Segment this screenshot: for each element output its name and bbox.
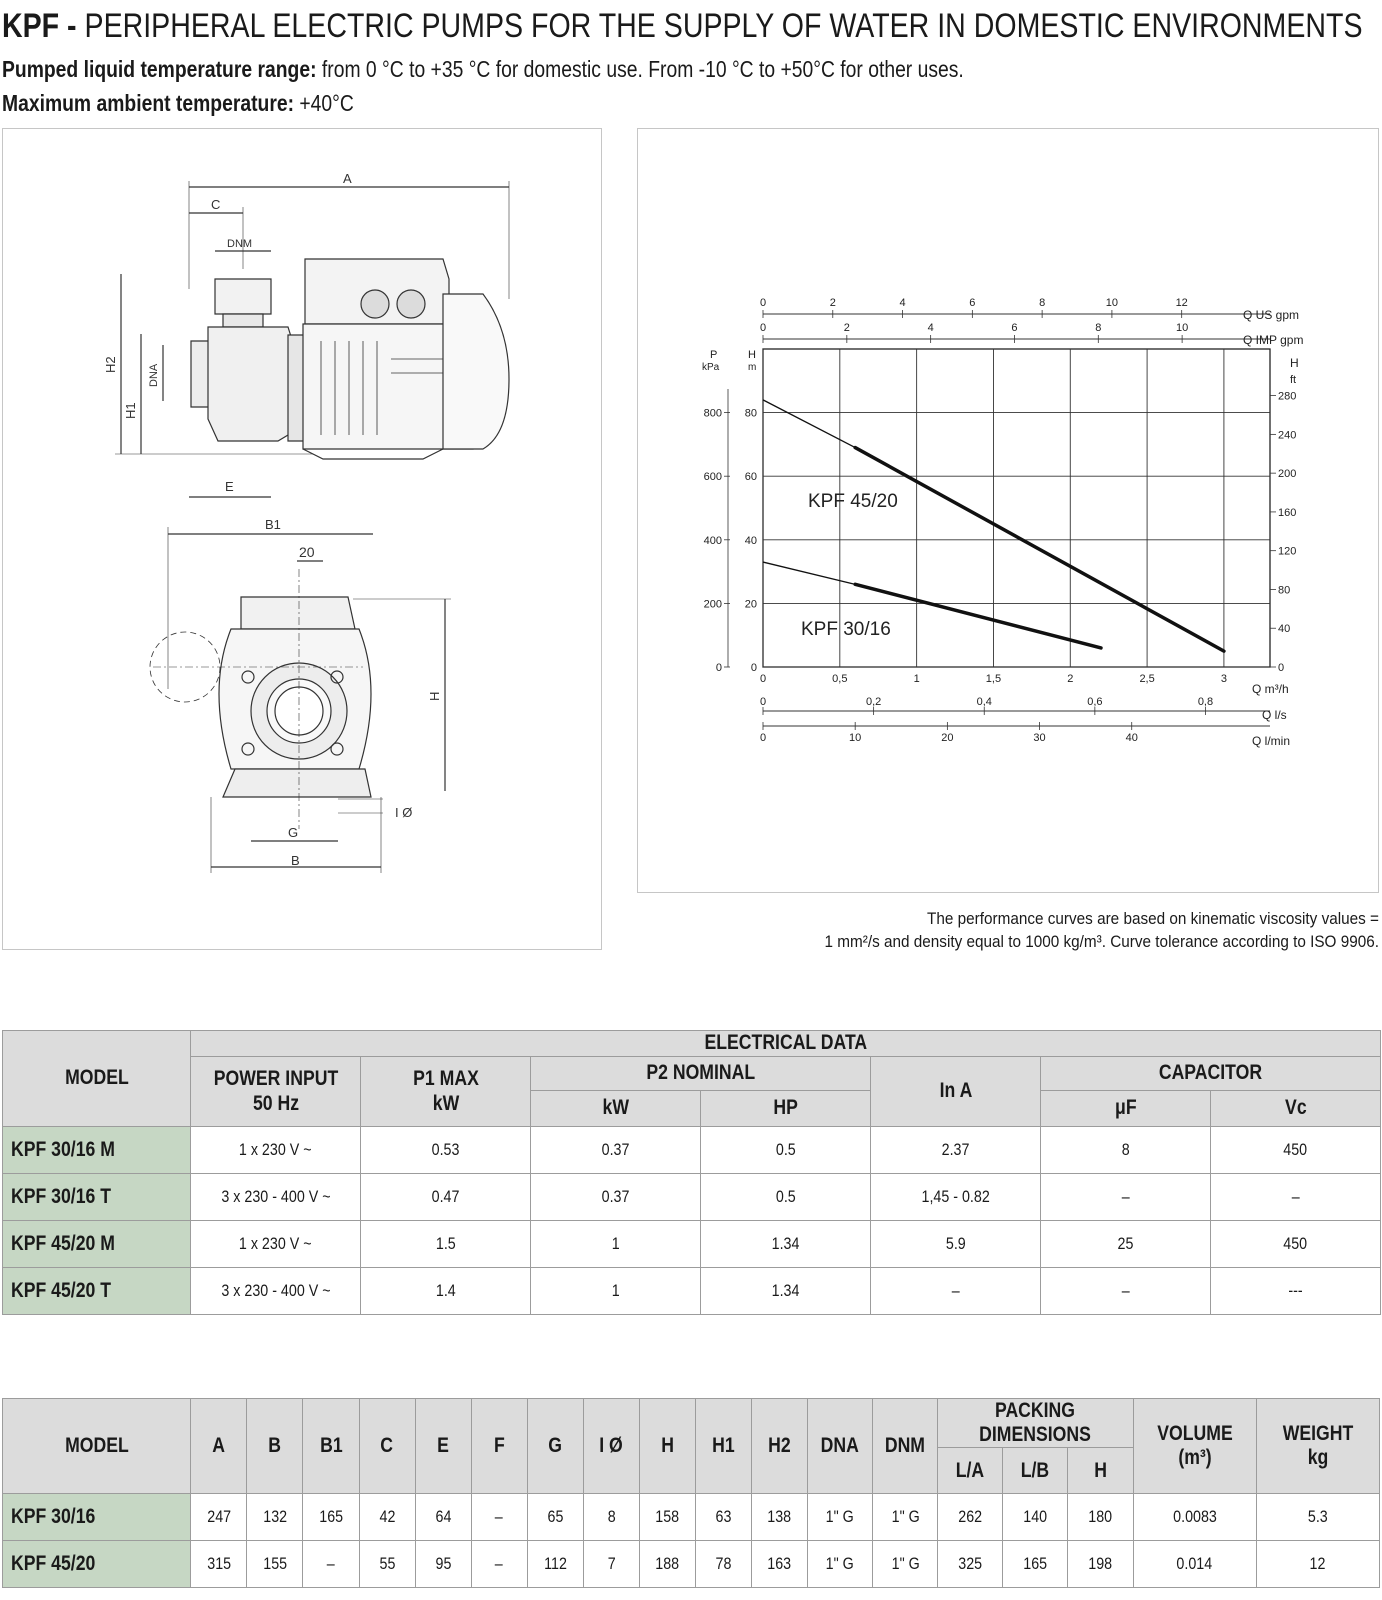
- dim-header-h2: H2: [752, 1399, 808, 1494]
- cell-c: 42: [359, 1494, 415, 1541]
- label-20: 20: [299, 544, 315, 560]
- dim-header-c: C: [359, 1399, 415, 1494]
- liquid-temperature-value: from 0 °C to +35 °C for domestic use. From -10 °C to +50°C for other uses.: [321, 56, 964, 82]
- cell-lb: 140: [1003, 1494, 1068, 1541]
- chart-note: [720, 907, 1379, 953]
- cell-h1: 63: [695, 1494, 751, 1541]
- us-gpm-tick-label: 0: [759, 297, 767, 309]
- label-g: G: [288, 825, 299, 840]
- chart-note-line-1: The performance curves are based on kinematic viscosity values =: [927, 909, 1379, 928]
- cell-vc: 450: [1211, 1127, 1381, 1174]
- label-dnm: DNM: [227, 238, 253, 250]
- header-model: MODEL: [3, 1031, 191, 1127]
- ls-tick-label: 0,2: [865, 696, 882, 708]
- unit-ft: ft: [1290, 374, 1297, 386]
- cell-power: 1 x 230 V ~: [191, 1221, 361, 1268]
- ambient-temperature-value: +40°C: [299, 90, 354, 116]
- imp-gpm-tick-label: 4: [927, 322, 934, 334]
- header-p2-hp: HP: [701, 1091, 871, 1127]
- cell-p1: 1.5: [361, 1221, 531, 1268]
- cell-p1: 0.53: [361, 1127, 531, 1174]
- model-cell: KPF 45/20 M: [3, 1221, 191, 1268]
- x-tick-label: 0: [759, 673, 767, 685]
- label-a: A: [343, 171, 352, 186]
- cell-la: 262: [938, 1494, 1003, 1541]
- label-h2: H2: [103, 356, 118, 373]
- y-tick-label-ft: 40: [1278, 623, 1291, 636]
- label-b1: B1: [265, 517, 281, 532]
- dim-header-b: B: [247, 1399, 303, 1494]
- dim-header-model: MODEL: [3, 1399, 191, 1494]
- ls-tick-label: 0,6: [1087, 696, 1103, 708]
- page-title: [2, 6, 1382, 46]
- cell-power: 3 x 230 - 400 V ~: [191, 1174, 361, 1221]
- title-description: PERIPHERAL ELECTRIC PUMPS FOR THE SUPPLY OF WATER IN DOMESTIC ENVIRONMENTS: [84, 7, 1363, 45]
- lmin-tick-label: 10: [849, 732, 862, 744]
- model-cell: KPF 30/16 M: [3, 1127, 191, 1174]
- ambient-temperature-line: [2, 88, 421, 118]
- cell-in: 1,45 - 0.82: [871, 1174, 1041, 1221]
- imp-gpm-tick-label: 0: [759, 322, 767, 334]
- imp-gpm-tick-label: 2: [843, 322, 850, 334]
- y-tick-label-ft: 80: [1278, 584, 1291, 597]
- header-cap-vc: Vc: [1211, 1091, 1381, 1127]
- dim-header-f: F: [471, 1399, 527, 1494]
- table-row: [3, 1541, 1380, 1588]
- y-tick-label-kpa: 400: [703, 534, 722, 547]
- cell-b: 132: [247, 1494, 303, 1541]
- cell-kw: 0.37: [531, 1127, 701, 1174]
- label-e: E: [225, 479, 234, 494]
- header-in: In A: [871, 1057, 1041, 1127]
- us-gpm-tick-label: 6: [969, 297, 976, 309]
- unit-p: P: [710, 349, 718, 361]
- axis-label-us-gpm: Q US gpm: [1243, 308, 1300, 322]
- imp-gpm-tick-label: 6: [1011, 322, 1018, 334]
- dim-header-weight: WEIGHT kg: [1256, 1399, 1379, 1494]
- cell-kw: 0.37: [531, 1174, 701, 1221]
- cell-hp: 1.34: [701, 1221, 871, 1268]
- x-tick-label: 2: [1067, 673, 1074, 685]
- series-curve-thin-0: [763, 400, 855, 448]
- axis-label-m3h: Q m³/h: [1252, 682, 1289, 696]
- table-row: [3, 1174, 1381, 1221]
- y-tick-label-ft: 120: [1278, 545, 1297, 558]
- header-p2-kw: kW: [531, 1091, 701, 1127]
- cell-f: –: [471, 1494, 527, 1541]
- y-tick-label-ft: 280: [1278, 390, 1297, 403]
- series-label-kpf-45-20: KPF 45/20: [808, 491, 898, 512]
- label-c: C: [211, 197, 221, 212]
- header-cap-uf: μF: [1041, 1091, 1211, 1127]
- ls-tick-label: 0,8: [1197, 696, 1214, 708]
- cell-b1: –: [303, 1541, 359, 1588]
- performance-chart-panel: [637, 128, 1379, 893]
- cell-hp: 1.34: [701, 1268, 871, 1315]
- y-tick-label-m: 20: [744, 598, 757, 611]
- cell-hp: 0.5: [701, 1174, 871, 1221]
- dimensions-table: [2, 1398, 1380, 1588]
- header-electrical-data: ELECTRICAL DATA: [191, 1031, 1381, 1057]
- header-p2-nominal: P2 NOMINAL: [531, 1057, 871, 1091]
- cell-kw: 1: [531, 1221, 701, 1268]
- us-gpm-tick-label: 12: [1175, 297, 1188, 309]
- dim-header-io: I Ø: [583, 1399, 639, 1494]
- cell-hp: 0.5: [701, 1127, 871, 1174]
- chart-note-line-2: 1 mm²/s and density equal to 1000 kg/m³. Curve tolerance according to ISO 9906.: [824, 932, 1379, 951]
- cell-volume: 0.014: [1133, 1541, 1256, 1588]
- cell-volume: 0.0083: [1133, 1494, 1256, 1541]
- cell-uf: 25: [1041, 1221, 1211, 1268]
- cell-dna: 1" G: [808, 1494, 873, 1541]
- cell-c: 55: [359, 1541, 415, 1588]
- cell-vc: 450: [1211, 1221, 1381, 1268]
- cell-uf: –: [1041, 1174, 1211, 1221]
- cell-io: 7: [583, 1541, 639, 1588]
- cell-in: 5.9: [871, 1221, 1041, 1268]
- axis-label-imp-gpm: Q IMP gpm: [1243, 333, 1304, 347]
- cell-e: 64: [415, 1494, 471, 1541]
- cell-ph: 180: [1068, 1494, 1133, 1541]
- cell-h1: 78: [695, 1541, 751, 1588]
- axis-label-lmin: Q l/min: [1252, 734, 1291, 748]
- dim-header-h1: H1: [695, 1399, 751, 1494]
- us-gpm-tick-label: 4: [899, 297, 906, 309]
- header-power-input: POWER INPUT 50 Hz: [191, 1057, 361, 1127]
- series-curve-1: [855, 584, 1101, 648]
- dim-header-g: G: [527, 1399, 583, 1494]
- cell-vc: –: [1211, 1174, 1381, 1221]
- pump-drawing: [3, 129, 603, 951]
- cell-e: 95: [415, 1541, 471, 1588]
- series-label-kpf-30-16: KPF 30/16: [801, 619, 891, 640]
- y-tick-label-m: 60: [744, 471, 757, 484]
- cell-a: 247: [191, 1494, 247, 1541]
- x-tick-label: 0,5: [832, 673, 848, 685]
- cell-h2: 138: [752, 1494, 808, 1541]
- label-h1: H1: [123, 402, 138, 419]
- dim-header-a: A: [191, 1399, 247, 1494]
- ls-tick-label: 0,4: [976, 696, 992, 708]
- y-tick-label-kpa: 600: [703, 471, 722, 484]
- cell-power: 1 x 230 V ~: [191, 1127, 361, 1174]
- discharge-port-shape: [215, 279, 271, 314]
- cell-dnm: 1" G: [873, 1541, 938, 1588]
- us-gpm-tick-label: 8: [1039, 297, 1046, 309]
- dim-header-lb: L/B: [1003, 1448, 1068, 1494]
- cell-ph: 198: [1068, 1541, 1133, 1588]
- dim-header-ph: H: [1068, 1448, 1133, 1494]
- label-b: B: [291, 853, 300, 868]
- x-tick-label: 1,5: [985, 673, 1002, 685]
- model-cell: KPF 30/16 T: [3, 1174, 191, 1221]
- axis-label-ls: Q l/s: [1262, 708, 1287, 722]
- label-h: H: [427, 691, 442, 701]
- y-tick-label-ft: 240: [1278, 429, 1297, 442]
- table-row: [3, 1127, 1381, 1174]
- dim-header-dna: DNA: [808, 1399, 873, 1494]
- cell-io: 8: [583, 1494, 639, 1541]
- dim-header-la: L/A: [938, 1448, 1003, 1494]
- y-tick-label-ft: 200: [1278, 468, 1297, 481]
- ls-tick-label: 0: [759, 696, 767, 708]
- y-tick-label-kpa: 0: [715, 662, 722, 674]
- cell-dna: 1" G: [808, 1541, 873, 1588]
- cell-weight: 12: [1256, 1541, 1379, 1588]
- title-model-code: KPF -: [2, 7, 77, 45]
- dim-header-dnm: DNM: [873, 1399, 938, 1494]
- y-tick-label-kpa: 200: [703, 598, 722, 611]
- cell-f: –: [471, 1541, 527, 1588]
- cell-b: 155: [247, 1541, 303, 1588]
- cell-weight: 5.3: [1256, 1494, 1379, 1541]
- y-tick-label-m: 40: [744, 534, 757, 547]
- cell-lb: 165: [1003, 1541, 1068, 1588]
- imp-gpm-tick-label: 8: [1095, 322, 1102, 334]
- cell-uf: 8: [1041, 1127, 1211, 1174]
- model-cell: KPF 45/20: [3, 1541, 191, 1588]
- table-row: [3, 1221, 1381, 1268]
- y-tick-label-m: 0: [750, 662, 757, 674]
- cell-in: –: [871, 1268, 1041, 1315]
- cell-uf: –: [1041, 1268, 1211, 1315]
- cell-b1: 165: [303, 1494, 359, 1541]
- unit-m: m: [748, 362, 757, 373]
- model-cell: KPF 30/16: [3, 1494, 191, 1541]
- x-tick-label: 1: [913, 673, 920, 685]
- ambient-temperature-label: Maximum ambient temperature:: [2, 90, 295, 116]
- unit-h-right: H: [1290, 356, 1299, 370]
- pump-head-shape: [208, 327, 298, 441]
- header-p1-max: P1 MAX kW: [361, 1057, 531, 1127]
- liquid-temperature-line: [2, 54, 1147, 84]
- us-gpm-tick-label: 10: [1105, 297, 1119, 309]
- cell-h: 188: [639, 1541, 695, 1588]
- dim-header-volume: VOLUME (m³): [1133, 1399, 1256, 1494]
- y-tick-label-kpa: 800: [703, 407, 722, 420]
- y-tick-label-ft: 0: [1278, 662, 1285, 674]
- series-curve-0: [855, 448, 1224, 652]
- dim-header-packing: PACKING DIMENSIONS: [938, 1399, 1133, 1448]
- dim-header-h: H: [639, 1399, 695, 1494]
- lmin-tick-label: 40: [1125, 732, 1138, 744]
- header-capacitor: CAPACITOR: [1041, 1057, 1381, 1091]
- y-tick-label-ft: 160: [1278, 506, 1297, 519]
- dim-header-b1: B1: [303, 1399, 359, 1494]
- model-cell: KPF 45/20 T: [3, 1268, 191, 1315]
- label-dna: DNA: [148, 363, 160, 387]
- series-curve-thin-1: [763, 562, 855, 584]
- cell-a: 315: [191, 1541, 247, 1588]
- x-tick-label: 3: [1220, 673, 1227, 685]
- lmin-tick-label: 30: [1033, 732, 1046, 744]
- cell-kw: 1: [531, 1268, 701, 1315]
- imp-gpm-tick-label: 10: [1175, 322, 1189, 334]
- unit-kpa: kPa: [702, 362, 720, 373]
- cell-power: 3 x 230 - 400 V ~: [191, 1268, 361, 1315]
- cell-p1: 0.47: [361, 1174, 531, 1221]
- us-gpm-tick-label: 2: [829, 297, 836, 309]
- label-io: I Ø: [395, 805, 413, 820]
- cell-dnm: 1" G: [873, 1494, 938, 1541]
- performance-chart: [638, 129, 1380, 894]
- cell-vc: ---: [1211, 1268, 1381, 1315]
- y-tick-label-m: 80: [744, 407, 757, 420]
- dim-header-e: E: [415, 1399, 471, 1494]
- cell-g: 112: [527, 1541, 583, 1588]
- technical-drawing-panel: [2, 128, 602, 950]
- cell-p1: 1.4: [361, 1268, 531, 1315]
- cell-in: 2.37: [871, 1127, 1041, 1174]
- electrical-data-table: [2, 1030, 1381, 1315]
- cell-h2: 163: [752, 1541, 808, 1588]
- table-row: [3, 1494, 1380, 1541]
- x-tick-label: 2,5: [1139, 673, 1155, 685]
- lmin-tick-label: 0: [759, 732, 767, 744]
- unit-h-left: H: [748, 349, 756, 361]
- table-row: [3, 1268, 1381, 1315]
- cell-la: 325: [938, 1541, 1003, 1588]
- cell-g: 65: [527, 1494, 583, 1541]
- lmin-tick-label: 20: [941, 732, 954, 744]
- cell-h: 158: [639, 1494, 695, 1541]
- liquid-temperature-label: Pumped liquid temperature range:: [2, 56, 317, 82]
